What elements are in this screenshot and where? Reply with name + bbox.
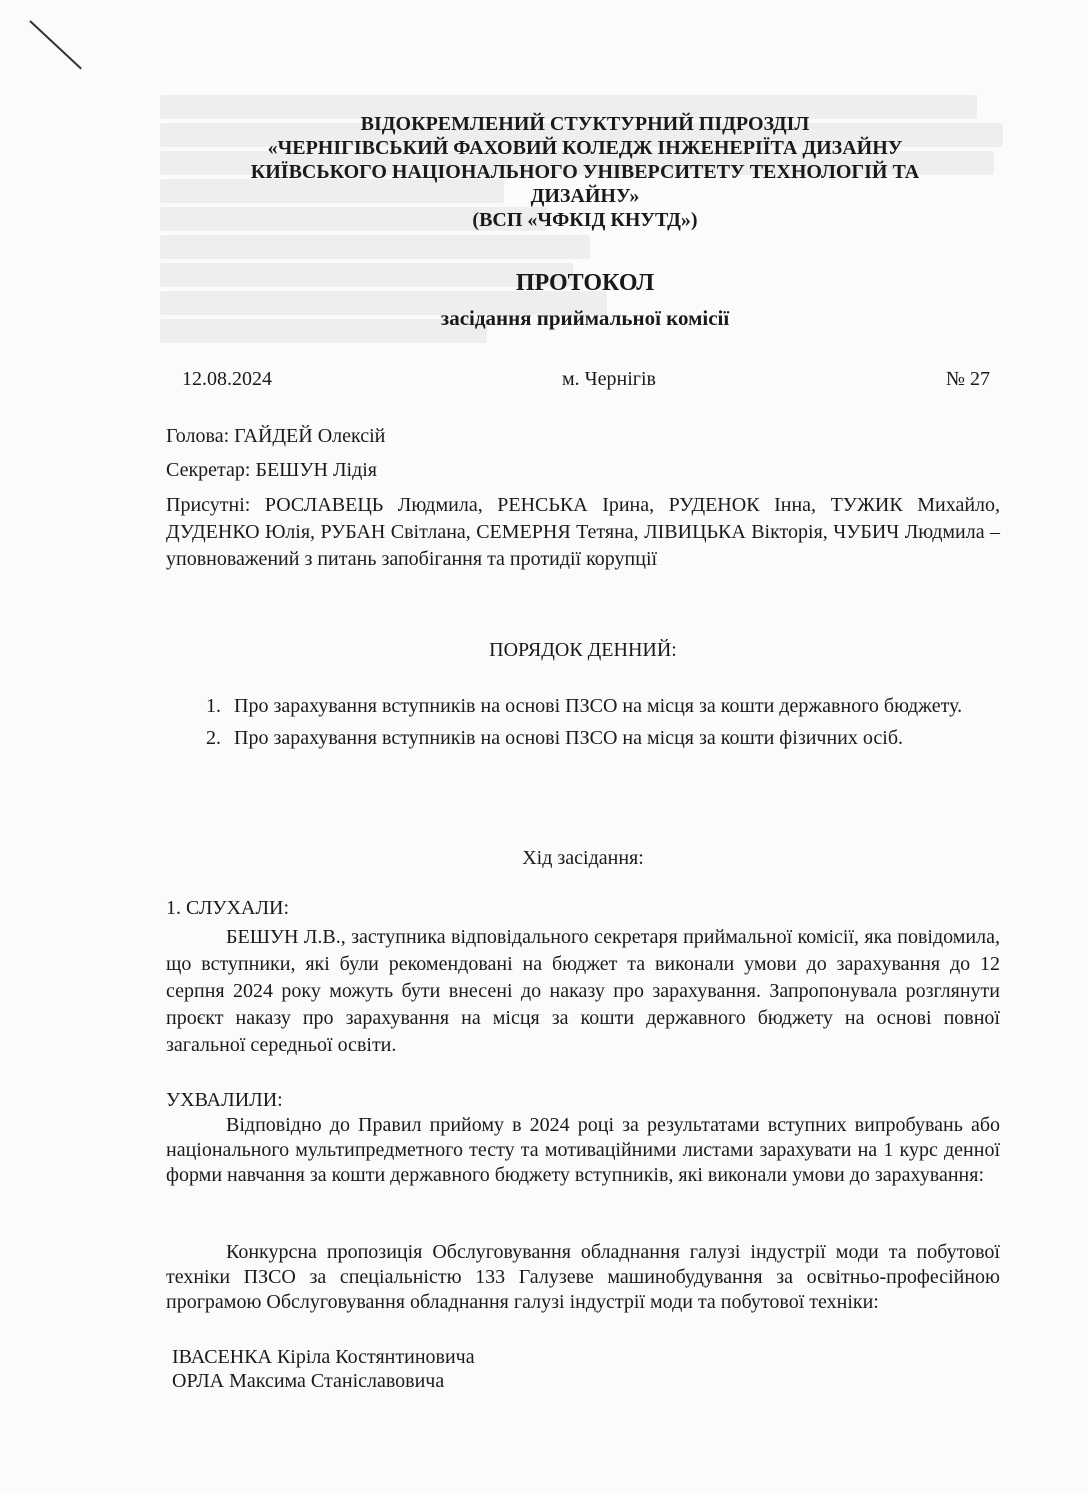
heard-text: БЕШУН Л.В., заступника відповідального секретаря приймальної комісії, яка повідомила, що вступники, які були рекомендовані на бюджет та виконали умови до зарахування до 12 серпня 2024 року можуть бути внесені до наказу про зарахування. Запропонувала розглянути проєкт наказу про зарахування на місця за кошти державного бюджету на основі повної загальної середньої освіти. xyxy=(166,926,1000,1056)
present-members: Присутні: РОСЛАВЕЦЬ Людмила, РЕНСЬКА Ірина, РУДЕНОК Інна, ТУЖИК Михайло, ДУДЕНКО Юлія, РУБАН Світлана, СЕМЕРНЯ Тетяна, ЛІВИЦЬКА Вікторія, ЧУБИЧ Людмила – уповноважений з питань запобігання та протидії корупції xyxy=(166,494,1000,570)
protocol-city: м. Чернігів xyxy=(561,368,656,390)
header-line-3: КИЇВСЬКОГО НАЦІОНАЛЬНОГО УНІВЕРСИТЕТУ ТЕХНОЛОГІЙ ТА xyxy=(250,161,920,183)
protocol-number: № 27 xyxy=(945,368,990,390)
head-of-commission: Голова: ГАЙДЕЙ Олексій xyxy=(166,425,386,447)
agenda-item: 1. Про зарахування вступників на основі ПЗСО на місця за кошти державного бюджету. xyxy=(226,694,1000,718)
proceedings-heading: Хід засідання: xyxy=(522,847,644,869)
student-name: ІВАСЕНКА Кіріла Костянтиновича xyxy=(172,1346,475,1368)
heard-label: 1. СЛУХАЛИ: xyxy=(166,897,290,919)
agenda-item: 2. Про зарахування вступників на основі ПЗСО на місця за кошти фізичних осіб. xyxy=(226,726,1000,750)
document-subtitle: засідання приймальної комісії xyxy=(440,306,730,330)
header-line-1: ВІДОКРЕМЛЕНИЙ СТУКТУРНИЙ ПІДРОЗДІЛ xyxy=(360,113,810,135)
protocol-date: 12.08.2024 xyxy=(182,368,272,390)
resolved-text: Відповідно до Правил прийому в 2024 році за результатами вступних випробувань або національного мультипредметного тесту та мотиваційними листами зарахувати на 1 курс денної форми навчання за кошти державного бюджету вступників, які виконали умови до зарахування: xyxy=(166,1114,1000,1186)
agenda-heading: ПОРЯДОК ДЕННИЙ: xyxy=(489,639,677,661)
header-line-5: (ВСП «ЧФКІД КНУТД») xyxy=(472,209,698,231)
institution-header xyxy=(170,112,1000,232)
agenda-list-wrapper xyxy=(166,694,1000,758)
attendees-block xyxy=(166,424,1000,573)
secretary: Секретар: БЕШУН Лідія xyxy=(166,459,378,481)
document-title: ПРОТОКОЛ xyxy=(515,270,655,296)
header-line-4: ДИЗАЙНУ» xyxy=(530,185,640,207)
agenda-list xyxy=(166,694,1000,750)
resolved-label: УХВАЛИЛИ: xyxy=(166,1089,283,1111)
header-line-2: «ЧЕРНІГІВСЬКИЙ ФАХОВИЙ КОЛЕДЖ ІНЖЕНЕРІЇТА ДИЗАЙНУ xyxy=(267,137,903,159)
student-name: ОРЛА Максима Станіславовича xyxy=(172,1370,445,1392)
meta-row xyxy=(182,368,990,391)
offer-text: Конкурсна пропозиція Обслуговування обладнання галузі індустрії моди та побутової техніки ПЗСО за спеціальністю 133 Галузеве машинобудування за освітньо-професійною програмою Обслуговування обладнання галузі індустрії моди та побутової техніки: xyxy=(166,1241,1000,1313)
scan-mark xyxy=(29,20,82,69)
students-list xyxy=(166,1345,1000,1393)
